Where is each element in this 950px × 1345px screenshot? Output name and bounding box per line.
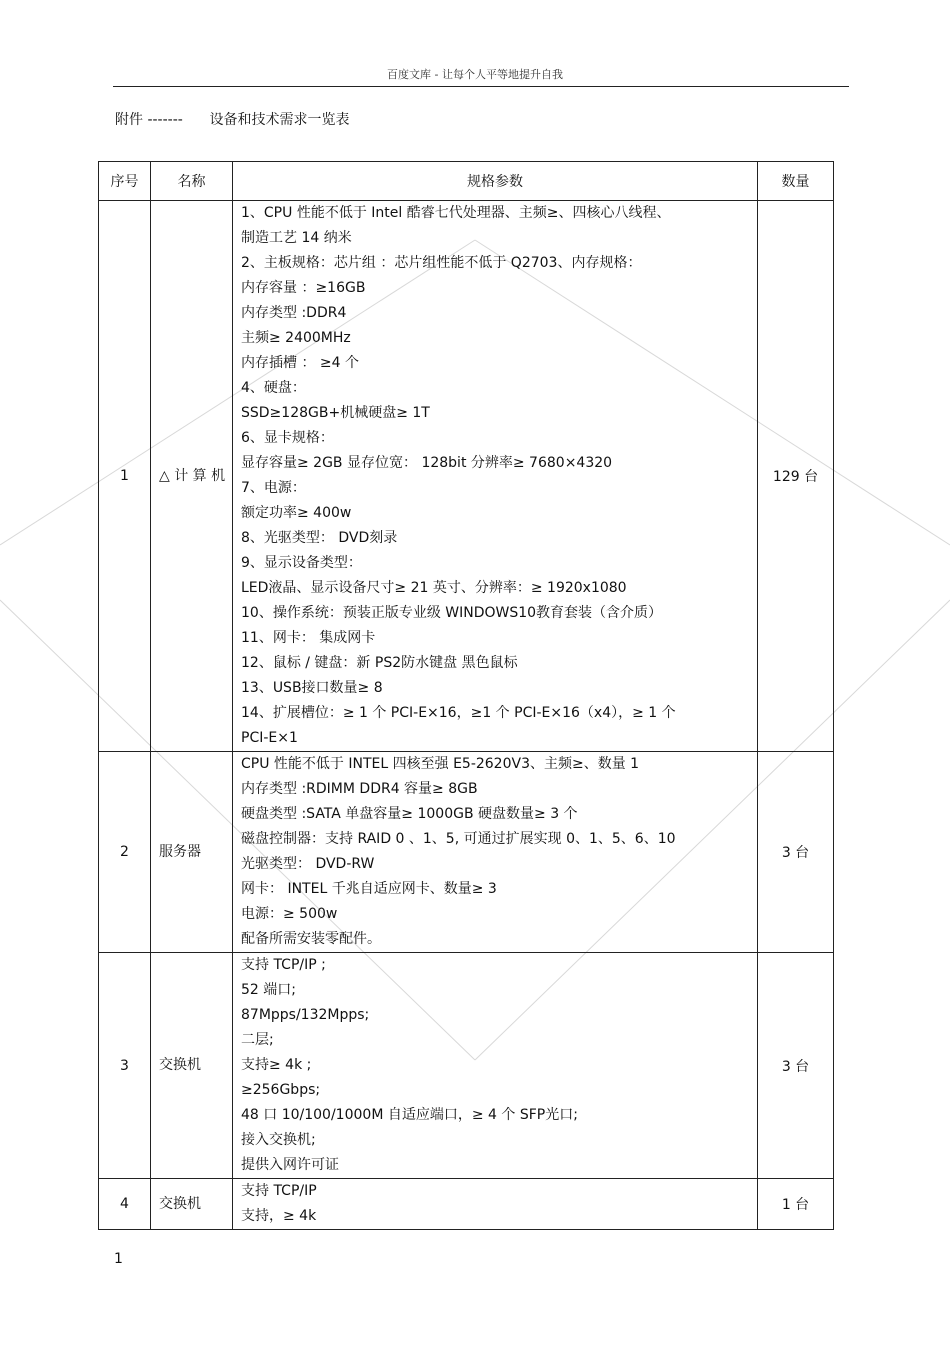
- spec-line: 13、USB接口数量≥ 8: [241, 680, 383, 696]
- spec-line: 12、鼠标 / 键盘：新 PS2防水键盘 黑色鼠标: [241, 655, 518, 671]
- header-no: 序号: [99, 162, 151, 201]
- cell-no: 1: [99, 201, 151, 752]
- table-header-row: [99, 162, 834, 201]
- spec-line: 内存类型 :RDIMM DDR4 容量≥ 8GB: [241, 781, 478, 797]
- spec-line: 内存插槽 ： ≥4 个: [241, 355, 359, 371]
- spec-line: 9、显示设备类型：: [241, 555, 362, 571]
- spec-line: 1、CPU 性能不低于 Intel 酷睿七代处理器、主频≥、四核心八线程、: [241, 205, 671, 221]
- cell-no: 3: [99, 953, 151, 1179]
- spec-line: 磁盘控制器：支持 RAID 0 、1、5, 可通过扩展实现 0、1、5、6、10: [241, 831, 676, 847]
- spec-line: 制造工艺 14 纳米: [241, 230, 352, 246]
- document-title: 附件 ------- 设备和技术需求一览表: [115, 112, 350, 128]
- cell-name: △ 计 算 机: [151, 201, 233, 752]
- cell-name: 交换机: [151, 1179, 233, 1230]
- spec-line: 显存容量≥ 2GB 显存位宽： 128bit 分辨率≥ 7680×4320: [241, 455, 613, 471]
- header-qty: 数量: [758, 162, 834, 201]
- header-divider: [113, 86, 849, 87]
- cell-spec: [233, 752, 758, 953]
- spec-line: PCI-E×1: [241, 730, 298, 746]
- spec-line: 光驱类型： DVD-RW: [241, 856, 375, 872]
- spec-line: 内存容量 ：≥16GB: [241, 280, 366, 296]
- spec-line: SSD≥128GB+机械硬盘≥ 1T: [241, 405, 430, 421]
- spec-line: 52 端口;: [241, 982, 296, 998]
- spec-line: 配备所需安装零配件。: [241, 931, 381, 947]
- spec-line: 主频≥ 2400MHz: [241, 330, 351, 346]
- spec-line: CPU 性能不低于 INTEL 四核至强 E5-2620V3、主频≥、数量 1: [241, 756, 640, 772]
- spec-line: 6、显卡规格：: [241, 430, 334, 446]
- cell-qty: 3 台: [758, 953, 834, 1179]
- spec-line: 支持≥ 4k ;: [241, 1057, 312, 1073]
- table-row: [99, 752, 834, 953]
- spec-line: 额定功率≥ 400w: [241, 505, 352, 521]
- cell-no: 2: [99, 752, 151, 953]
- spec-line: 内存类型 :DDR4: [241, 305, 347, 321]
- header-spec: 规格参数: [233, 162, 758, 201]
- spec-line: 硬盘类型 :SATA 单盘容量≥ 1000GB 硬盘数量≥ 3 个: [241, 806, 578, 822]
- table-row: [99, 1179, 834, 1230]
- spec-line: 支持，≥ 4k: [241, 1208, 317, 1224]
- spec-line: 10、操作系统：预装正版专业级 WINDOWS10教育套装（含介质）: [241, 605, 663, 621]
- table-row: [99, 953, 834, 1179]
- spec-line: 8、光驱类型： DVD刻录: [241, 530, 398, 546]
- spec-line: ≥256Gbps;: [241, 1082, 321, 1098]
- cell-spec: [233, 201, 758, 752]
- spec-line: 87Mpps/132Mpps;: [241, 1007, 370, 1023]
- spec-line: 网卡： INTEL 千兆自适应网卡、数量≥ 3: [241, 881, 497, 897]
- table-row: [99, 201, 834, 752]
- cell-spec: [233, 1179, 758, 1230]
- spec-line: 支持 TCP/IP: [241, 1183, 317, 1199]
- spec-line: 2、主板规格：芯片组 ：芯片组性能不低于 Q2703、内存规格：: [241, 255, 642, 271]
- cell-qty: 3 台: [758, 752, 834, 953]
- cell-spec: [233, 953, 758, 1179]
- page-number: 1: [114, 1251, 123, 1267]
- spec-line: 11、网卡： 集成网卡: [241, 630, 376, 646]
- page-header: 百度文库 - 让每个人平等地提升自我: [387, 68, 563, 81]
- header-name: 名称: [151, 162, 233, 201]
- spec-line: 支持 TCP/IP ;: [241, 957, 326, 973]
- cell-name: 服务器: [151, 752, 233, 953]
- spec-line: 提供入网许可证: [241, 1157, 339, 1173]
- spec-line: 14、扩展槽位：≥ 1 个 PCI-E×16，≥1 个 PCI-E×16（x4），≥ 1 个: [241, 705, 676, 721]
- spec-line: LED液晶、显示设备尺寸≥ 21 英寸、分辨率：≥ 1920x1080: [241, 580, 627, 596]
- spec-line: 48 口 10/100/1000M 自适应端口，≥ 4 个 SFP光口;: [241, 1107, 578, 1123]
- cell-no: 4: [99, 1179, 151, 1230]
- spec-line: 二层;: [241, 1032, 274, 1048]
- cell-name: 交换机: [151, 953, 233, 1179]
- spec-line: 电源：≥ 500w: [241, 906, 338, 922]
- spec-line: 4、硬盘：: [241, 380, 306, 396]
- spec-line: 接入交换机;: [241, 1132, 316, 1148]
- spec-line: 7、电源：: [241, 480, 306, 496]
- requirements-table: [98, 161, 834, 1230]
- cell-qty: 1 台: [758, 1179, 834, 1230]
- cell-qty: 129 台: [758, 201, 834, 752]
